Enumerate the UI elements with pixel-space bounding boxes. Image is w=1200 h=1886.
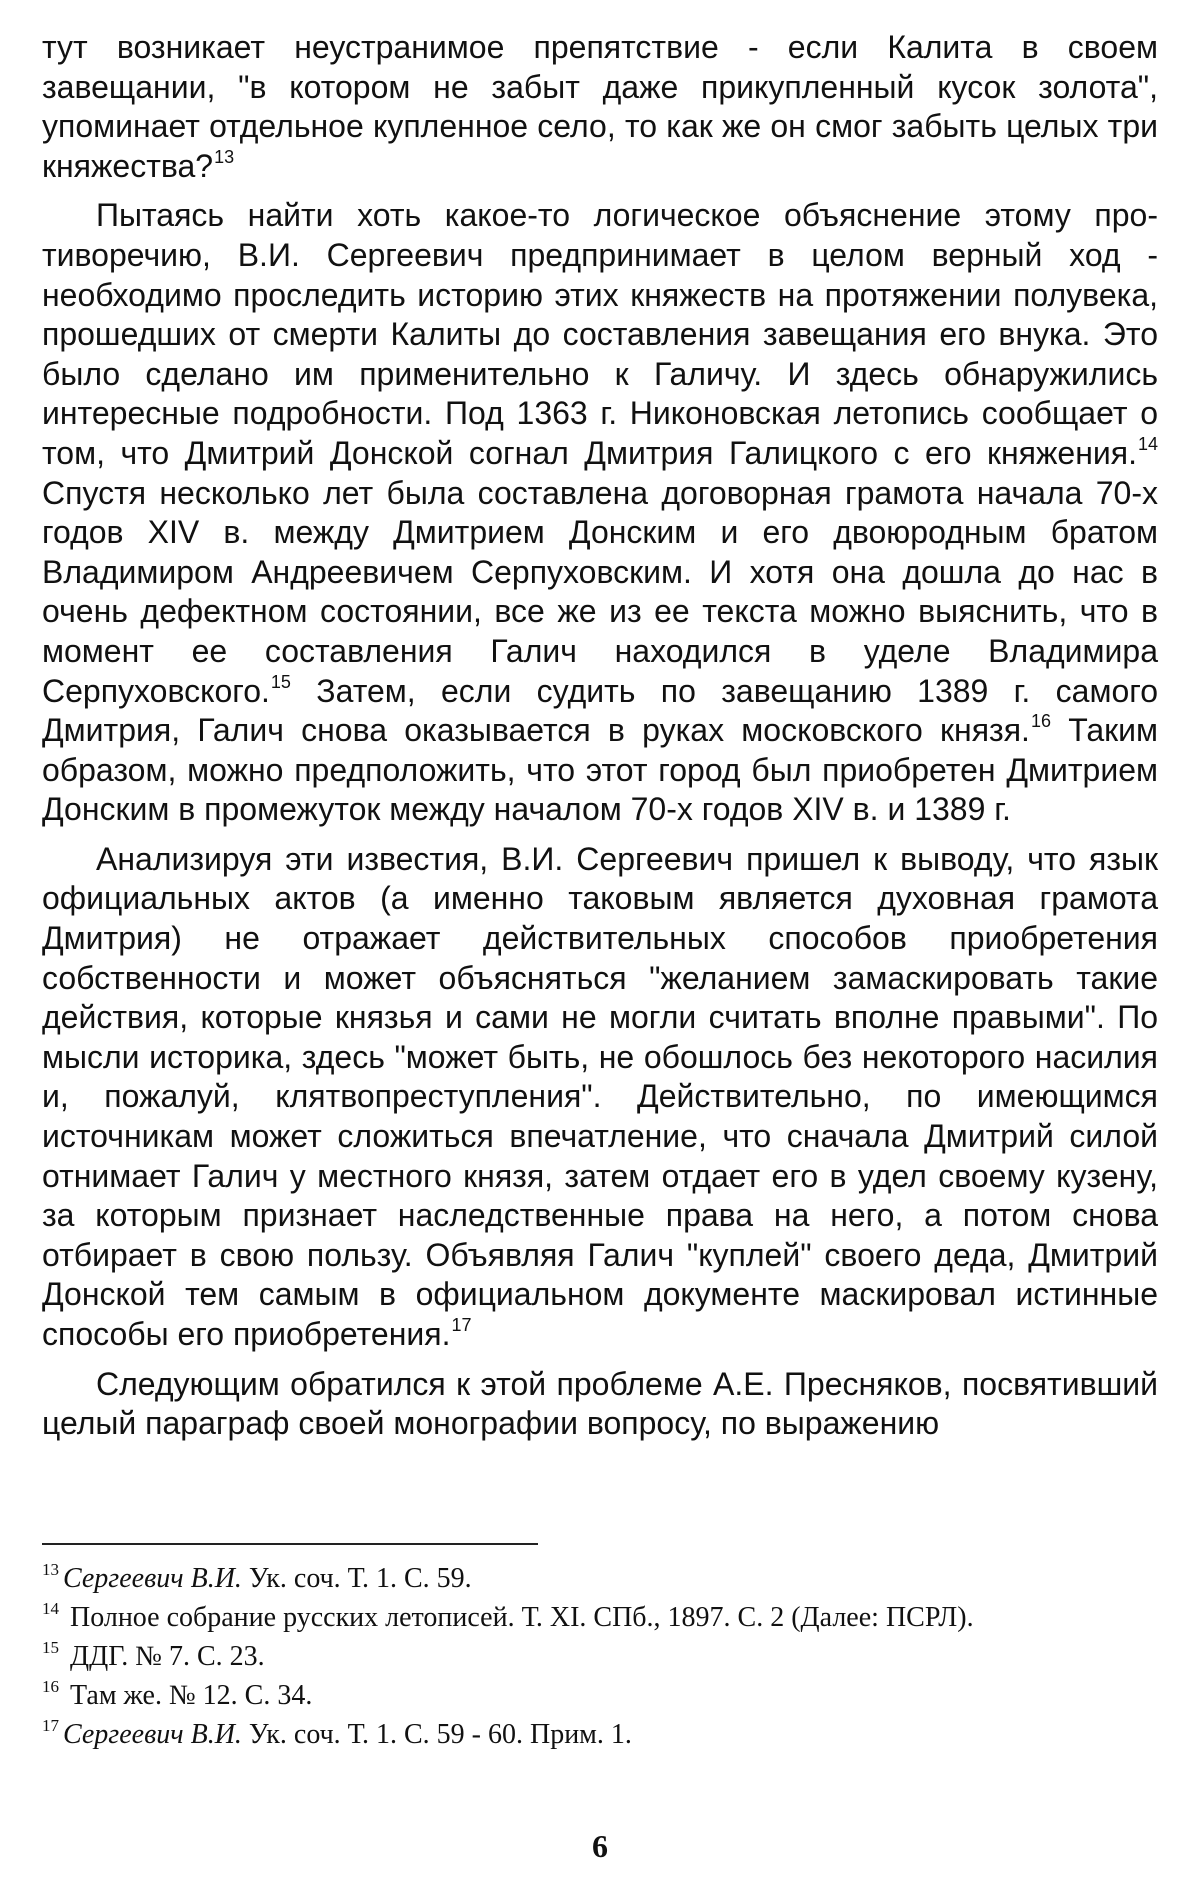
paragraph-1-text-1: тут возникает неустранимое препятствие - если Калита в своем завещании, "в котором не забыт даже прикупленный кусок золота", упоминает отдельное купленное село, то как же он смог забыть целых три княжества? [42,29,1158,184]
footnote-14 [42,1599,1158,1636]
paragraph-3 [42,840,1158,1355]
footnote-number: 14 [42,1599,59,1618]
paragraph-2-text-1: Пытаясь найти хоть какое-то логическое объяснение этому противоречию, В.И. Сергеевич предпринимает в целом верный ход - необходимо проследить историю этих княжеств на протяжении полувека, прошедших от смерти Калиты до составления завещания его внука. Это было сделано им применительно к Галичу. И здесь обнаружились интересные подробности. Под 1363 г. Никоновская летопись сообщает о том, что Дмитрий Донской согнал Дмитрия Галицкого с его княжения. [42,197,1158,471]
footnote-ref-15[interactable]: 15 [270,671,291,692]
footnote-number: 17 [42,1716,59,1735]
paragraph-2-text-2: Спустя несколько лет была составлена договорная грамота начала 70-х годов XIV в. между Дмитрием Донским и его двоюродным братом Владимиром Андреевичем Серпуховским. И хотя она дошла до нас в очень дефектном состоянии, все же из ее текста можно выяснить, что в момент ее составления Галич находился в уделе Владимира Серпуховского. [42,474,1158,709]
main-text [42,28,1158,1444]
footnote-separator [42,1543,538,1545]
footnote-text: Ук. соч. Т. 1. С. 59. [241,1563,472,1594]
footnote-ref-14[interactable]: 14 [1137,433,1158,454]
footnote-ref-13[interactable]: 13 [214,146,235,167]
footnote-number: 13 [42,1560,59,1579]
footnote-author: Сергеевич В.И. [63,1563,242,1594]
footnote-15 [42,1638,1158,1675]
footnote-text: Полное собрание русских летописей. Т. XI. СПб., 1897. С. 2 (Далее: ПСРЛ). [70,1602,974,1633]
footnote-number: 15 [42,1638,59,1657]
footnote-number: 16 [42,1677,59,1696]
paragraph-3-text-1: Анализируя эти известия, В.И. Сергеевич пришел к выводу, что язык официальных актов (а именно таковым является духовная грамота Дмитрия) не отражает действительных способов приобретения собственности и может объясняться "желанием замаскировать такие действия, которые князья и сами не могли считать вполне правыми". По мысли историка, здесь "может быть, не обошлось без некоторого насилия и, пожалуй, клятвопреступления". Действительно, по имеющимся источникам может сложиться впечатление, что сначала Дмитрий силой отнимает Галич у местного князя, затем отдает его в удел своему кузену, за которым признает наследственные права на него, а потом снова отбирает в свою пользу. Объявляя Галич "куплей" своего деда, Дмитрий Донской тем самым в официальном документе маскировал истинные способы его приобретения. [42,840,1158,1352]
paragraph-1 [42,28,1158,186]
footnote-13 [42,1560,1158,1597]
paragraph-2-text-4: Таким образом, можно предположить, что этот город был приобретен Дмитрием Донским в промежуток между началом 70-х годов XIV в. и 1389 г. [42,712,1159,828]
footnote-ref-17[interactable]: 17 [451,1315,472,1335]
footnote-text: ДДГ. № 7. С. 23. [70,1641,265,1672]
footnote-author: Сергеевич В.И. [63,1719,242,1750]
page-number: 6 [592,1828,608,1864]
footnote-ref-16[interactable]: 16 [1030,711,1051,732]
footnote-text: Ук. соч. Т. 1. С. 59 - 60. Прим. 1. [241,1719,632,1750]
paragraph-4 [42,1365,1158,1444]
paragraph-4-text-1: Следующим обратился к этой проблеме А.Е. Пресняков, посвятивший целый параграф своей монографии вопросу, по выражению [42,1365,1158,1442]
paragraph-2-text-3: Затем, если судить по завещанию 1389 г. самого Дмитрия, Галич снова оказывается в руках московского князя. [42,672,1158,749]
footnote-text: Там же. № 12. С. 34. [70,1680,313,1711]
footnote-16 [42,1677,1158,1714]
footnote-17 [42,1716,1158,1753]
footnotes [42,1560,1158,1755]
paragraph-2 [42,196,1158,830]
